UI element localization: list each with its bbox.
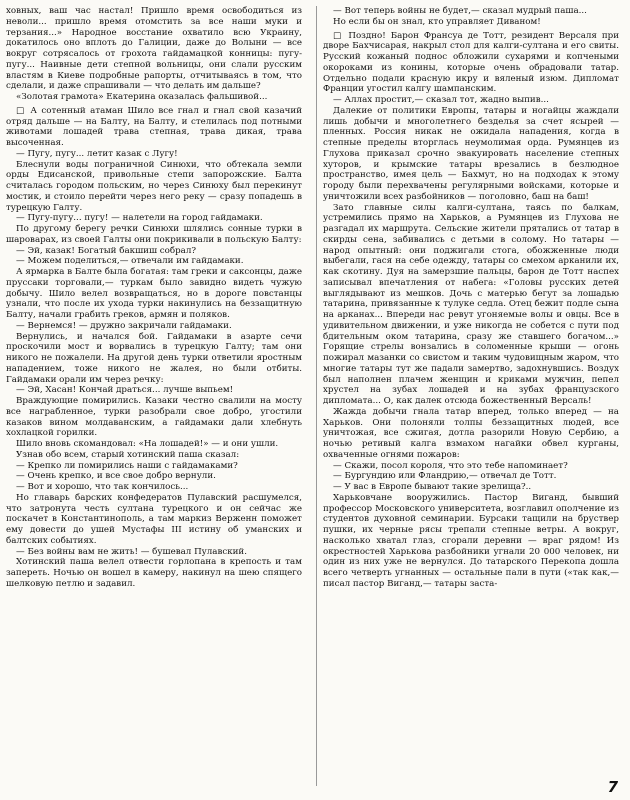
paragraph: — Пугу-пугу... пугу! — налетели на город гайдамаки. (16, 213, 263, 224)
text-column-right (323, 6, 619, 590)
paragraph: «Золотая грамота» Екатерина оказалась фальшивой... (16, 92, 268, 102)
paragraph: — Бургундию или Фландрию,— отвечал де Тотт. (333, 471, 557, 482)
paragraph: — Вот и хорошо, что так кончилось... (16, 482, 189, 492)
paragraph: □ Поздно! Барон Франсуа де Тотт, резидент Версаля при дворе Бахчисарая, накрыл стол для калги-султана и его свиты. Русский кожаный поднос обложили сухарями и копчеными окороками из конины, которые очень обрадовали татар. Отдельно подали красную икру и вяленый изюм. Дипломат Франции угостил калгу шампанским. (323, 30, 619, 95)
paragraph: Шило вновь скомандовал: «На лошадей!» — и они ушли. (16, 439, 279, 449)
paragraph: Зато главные силы калги-султана, таясь по балкам, устремились прямо на Харьков, а Румянцев из Глухова не разгадал их маршрута. Сельские жители прятались от татар в скирды сена, забивались с детьми в солому. Но татары — народ опытный: они поджигали стога, обожженные люди выбегали, гася на себе одежду, татары со смехом арканили их, как скотину. Дуя на замерзшие пальцы, барон де Тотт наспех записывал впечатления от набега: «Головы русских детей выглядывают из мешков. Дочь с матерью бегут за лошадью татарина, привязанные к тулуке седла. Отец бежит подле сына на арканах... Впереди нас ревут угоняемые волы и овцы. Все в удивительном движении, и уже никогда не собется с пути под бдительным оком татарина, сразу же ставшего богачом...» Горящие стрелы вонзались в соломенные крыши — огонь пожирал мазанки со свистом и таким чудовищным жаром, что многие татары тут же падали замертво, задохнувшись. Воздух был наполнен плачем женщин и криками мужчин, пепел хрустел на зубах лошадей и на зубах французского дипломата... О, как далек отсюда божественный Версаль! (323, 202, 619, 406)
paragraph: Вернулись, и начался бой. Гайдамаки в азарте сечи проскочили мост и ворвались в турецкую Галту; там они никого не пожалели. На другой день турки ответили яростным нападением, тоже никого не жалея, но были отбиты. Гайдамаки орали им через речку: (6, 331, 302, 385)
paragraph: — Очень крепко, и все свое добро вернули. (16, 471, 216, 482)
paragraph: Но главарь барских конфедератов Пулавский расшумелся, что затронута честь султана турецкого и он сейчас же поскачет в Константинополь, а там маркиз Верженн поможет ему довести до ушей Мустафы III истину об уманских и балтских событиях. (6, 492, 302, 546)
paragraph: — Вот теперь войны не будет,— сказал мудрый паша... (333, 6, 587, 16)
paragraph: — Пугу, пугу... летит казак с Лугу! (16, 148, 178, 159)
paragraph: □ А сотенный атаман Шило все гнал и гнал свой казачий отряд дальше — на Балту, на Балту, и стелилась под потными животами лошадей трава степная, трава дикая, трава высоченная. (6, 105, 302, 148)
paragraph: — Аллах простит,— сказал тот, жадно выпив... (333, 95, 549, 105)
paragraph: Харьковчане вооружились. Пастор Виганд, бывший профессор Московского университета, возглавил ополчение из студентов духовной семинарии. Бурсаки тащили на бруствер пушки, их черные рясы трепали степные ветры. А вокруг, насколько хватал глаз, сгорали деревни — враг рядом! Из окрестностей Харькова разбойники угнали 20 000 человек, ни один из них уже не вернулся. До татарского Перекопа дошла всего четверть угнанных — остальные пали в пути («так как,— писал пастор Виганд,— татары заста- (323, 492, 619, 589)
paragraph: Но если бы он знал, кто управляет Диваном! (333, 16, 541, 27)
text-column-left (6, 6, 302, 590)
paragraph: — Без войны вам не жить! — бушевал Пулавский. (16, 546, 247, 557)
paragraph: Узнав обо всем, старый хотинский паша сказал: (16, 449, 240, 460)
column-divider (316, 6, 317, 786)
paragraph: — Вернемся! — дружно закричали гайдамаки. (16, 320, 232, 331)
paragraph: — У вас в Европе бывают такие зрелища?.. (333, 482, 532, 492)
paragraph: Жажда добычи гнала татар вперед, только вперед — на Харьков. Они полоняли толпы беззащитных людей, все уничтожая, все сжигая, дотла разорили Новую Сербию, а ночью ретивый калга взмахом нагайки обвел курганы, охваченные огнями пожаров: (323, 406, 619, 460)
paragraph: Хотинский паша велел отвести горлопана в крепость и там запереть. Ночью он вошел в камеру, накинул на шею спящего шелковую петлю и задавил. (6, 557, 302, 589)
paragraph: Блеснули воды пограничной Синюхи, что обтекала земли орды Едисанской, привольные степи запорожские. Балта считалась городом польским, но через Синюху был перекинут мостик, и стоило перейти через него реку — сразу попадешь в турецкую Галту. (6, 159, 302, 213)
paragraph: — Скажи, посол короля, что это тебе напоминает? (333, 460, 568, 471)
paragraph: Далекие от политики Европы, татары и ногайцы жаждали лишь добычи и многолетнего безделья за счет ясырей — пленных. Россия никак не ожидала нападения, когда в степные пределы вторглась неумолимая орда. Румянцев из Глухова приказал срочно эвакуировать население степных хуторов, и крымские татары врезались в безлюдное пространство, имея цель — Бахмут, но на подходах к этому городу были перехвачены регулярными войсками, которые и уничтожили всех разбойников — поголовно, баш на баш! (323, 105, 619, 202)
paragraph: ховных, ваш час настал! Пришло время освободиться из неволи... пришло время отомстить за все наши муки и терзания...» Народное восстание охватило всю Украину, докатилось оно вплоть до Галиции, даже до Волыни — все вокруг сотрясалось от грохота гайдамацкой конницы: пугу-пугу... Наивные дети степной вольницы, они слали русским властям в Киеве подробные рапорты, отчитываясь в том, что сделали, и даже спрашивали — что делать им дальше? (6, 6, 302, 92)
paragraph: — Эй, Хасан! Кончай драться... лучше выпьем! (16, 385, 234, 396)
page-number: 7 (607, 778, 618, 796)
paragraph: — Крепко ли помирились наши с гайдамаками? (16, 460, 238, 471)
paragraph: — Можем поделиться,— отвечали им гайдамаки. (16, 256, 244, 267)
paragraph: По другому берегу речки Синюхи шлялись сонные турки в шароварах, из своей Галты они покрикивали в польскую Балту: (6, 224, 302, 245)
paragraph: Враждующие помирились. Казаки честно свалили на мосту все награбленное, турки разобрали свое добро, угостили казаков вином молдаванским, а гайдамаки дали хлебнуть хохлацкой горилки. (6, 396, 302, 439)
paragraph: А ярмарка в Балте была богатая: там греки и саксонцы, даже пруссаки торговали,— туркам было завидно видеть чужую добычу. Шило велел возвращаться, но в дороге повстанцы узнали, что после их ухода турки накинулись на беззащитную Балту, начали грабить греков, армян и поляков. (6, 267, 302, 320)
paragraph: — Эй, казак! Богатый бакшиш собрал? (16, 245, 197, 256)
